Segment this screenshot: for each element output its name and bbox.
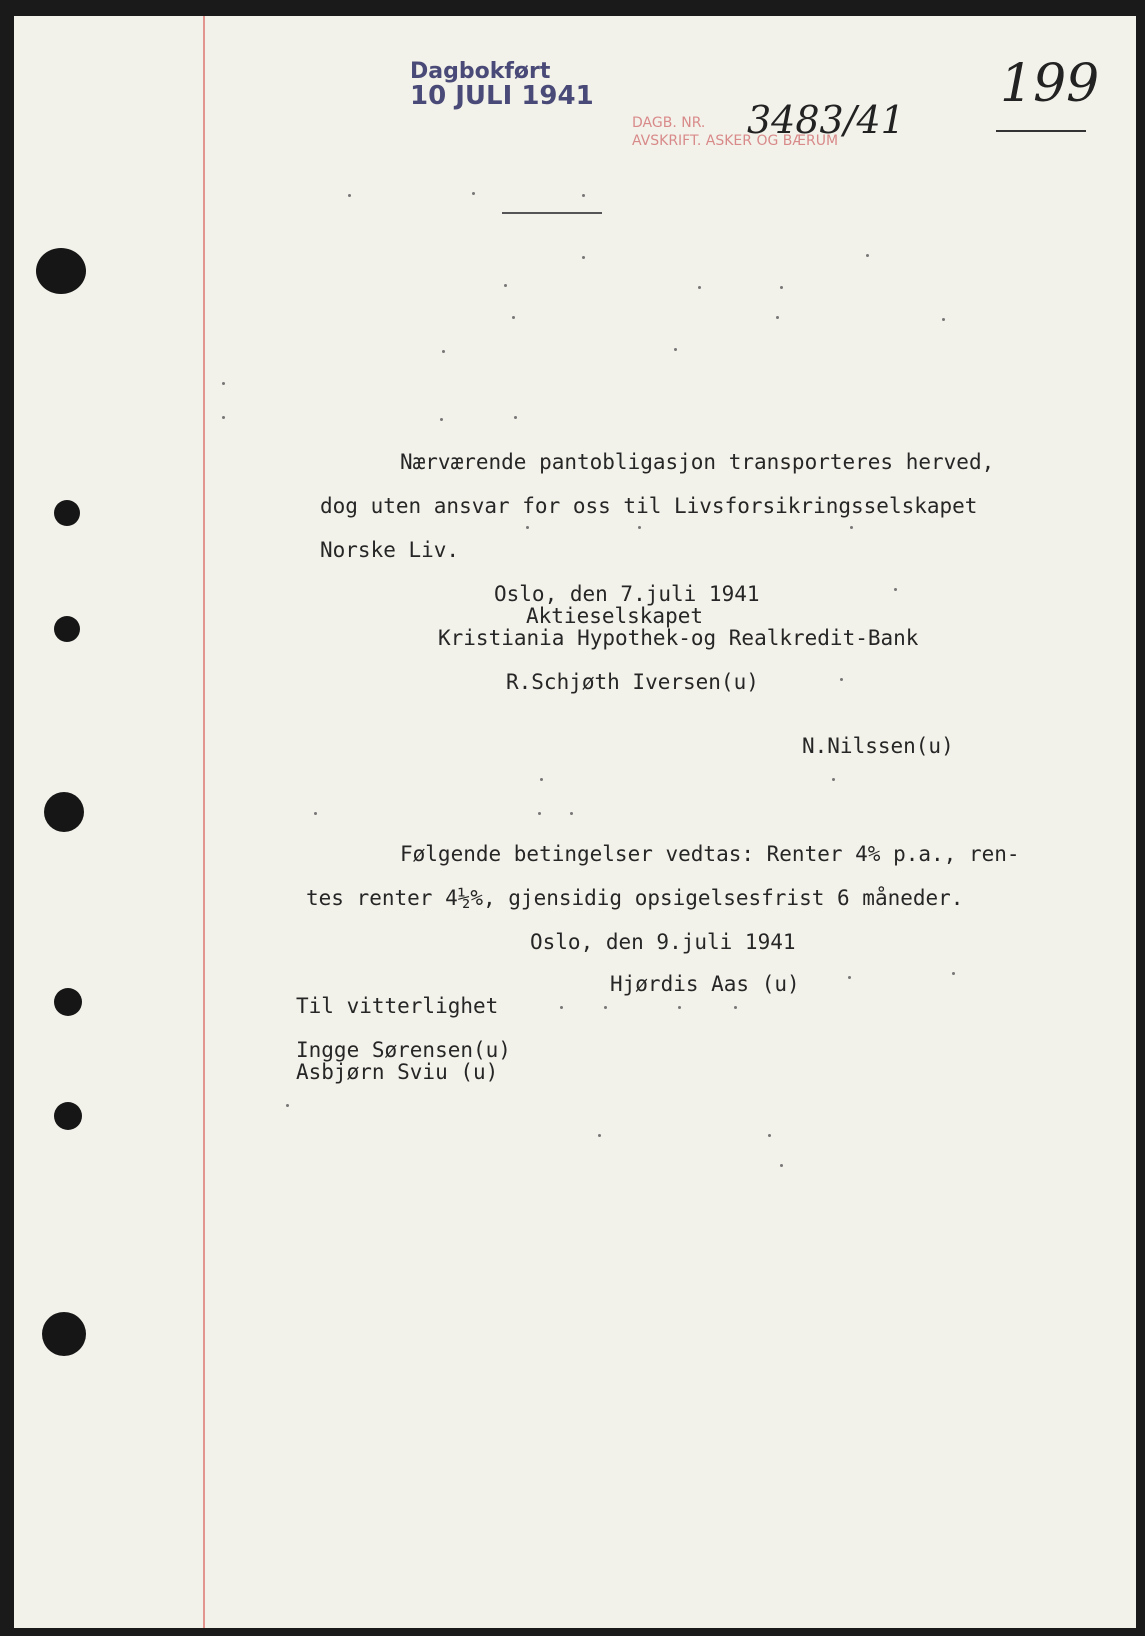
speck [866, 254, 869, 257]
speck [504, 284, 507, 287]
punch-hole [54, 500, 80, 526]
punch-hole [36, 248, 86, 294]
speck [698, 286, 701, 289]
speck [780, 286, 783, 289]
speck [570, 812, 573, 815]
speck [678, 1006, 681, 1009]
margin-line [203, 16, 205, 1628]
punch-hole [54, 616, 80, 642]
signature: Hjørdis Aas (u) [610, 972, 800, 996]
place-date: Oslo, den 7.juli 1941 [494, 582, 760, 606]
registry-stamp-label: DAGB. NR. [632, 115, 706, 131]
speck [582, 256, 585, 259]
speck [674, 348, 677, 351]
speck [598, 1134, 601, 1137]
speck [222, 416, 225, 419]
witness-heading: Til vitterlighet [296, 994, 499, 1018]
speck [222, 382, 225, 385]
page-number-underline [996, 130, 1086, 132]
speck [942, 318, 945, 321]
place-date: Oslo, den 9.juli 1941 [530, 930, 796, 954]
document-page [14, 16, 1136, 1628]
speck [850, 526, 853, 529]
signature: R.Schjøth Iversen(u) [506, 670, 759, 694]
speck [832, 778, 835, 781]
witness-signature: Ingge Sørensen(u) [296, 1038, 511, 1062]
company-name: Aktieselskapet [526, 604, 704, 628]
dagbok-stamp [410, 60, 594, 110]
body-line: Følgende betingelser vedtas: Renter 4% p.a., ren- [400, 842, 1020, 866]
page-number: 199 [1000, 54, 1100, 114]
punch-hole [54, 1102, 82, 1130]
speck [514, 416, 517, 419]
body-line: Norske Liv. [320, 538, 460, 562]
speck [538, 812, 541, 815]
dagbok-stamp-date: 10 JULI 1941 [410, 81, 594, 112]
speck [472, 192, 475, 195]
body-line: dog uten ansvar for oss til Livsforsikringsselskapet [320, 494, 978, 518]
separator-rule [502, 212, 602, 214]
speck [840, 678, 843, 681]
speck [734, 1006, 737, 1009]
speck [582, 194, 585, 197]
speck [848, 976, 851, 979]
speck [780, 1164, 783, 1167]
registry-number: 3483/41 [747, 98, 905, 142]
registry-stamp-office: AVSKRIFT. ASKER OG BÆRUM [632, 133, 839, 150]
speck [604, 1006, 607, 1009]
punch-hole [42, 1312, 86, 1356]
punch-hole [44, 792, 84, 832]
speck [348, 194, 351, 197]
dagbok-stamp-label: Dagbokført [410, 59, 551, 84]
body-line: tes renter 4½%, gjensidig opsigelsesfrist 6 måneder. [306, 886, 964, 910]
speck [952, 972, 955, 975]
speck [442, 350, 445, 353]
speck [768, 1134, 771, 1137]
speck [440, 418, 443, 421]
speck [526, 526, 529, 529]
speck [286, 1104, 289, 1107]
speck [560, 1006, 563, 1009]
bank-name: Kristiania Hypothek-og Realkredit-Bank [438, 626, 919, 650]
speck [638, 526, 641, 529]
speck [512, 316, 515, 319]
signature: N.Nilssen(u) [802, 734, 954, 758]
speck [894, 588, 897, 591]
speck [776, 316, 779, 319]
punch-hole [54, 988, 82, 1016]
speck [540, 778, 543, 781]
witness-signature: Asbjørn Sviu (u) [296, 1060, 499, 1084]
body-line: Nærværende pantobligasjon transporteres herved, [400, 450, 995, 474]
speck [314, 812, 317, 815]
